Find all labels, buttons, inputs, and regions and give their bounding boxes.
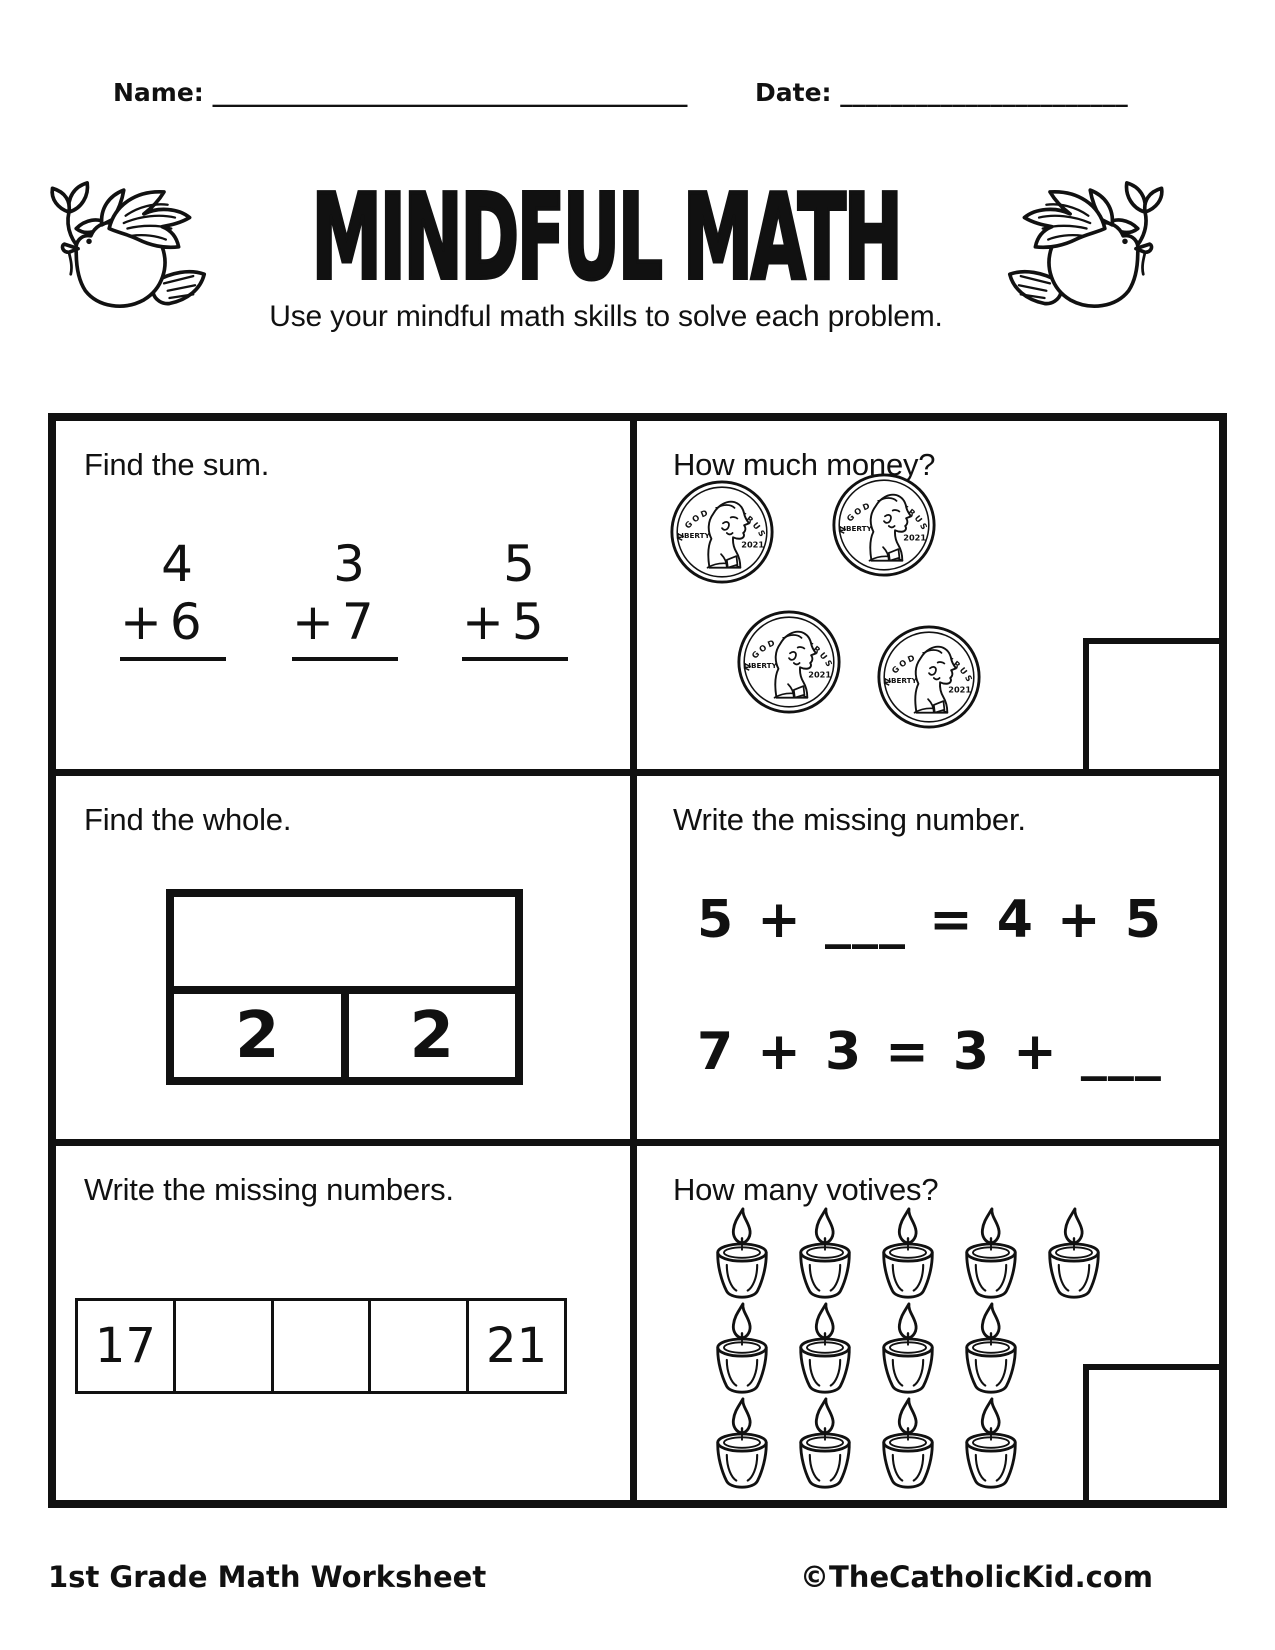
date-line[interactable]: _______________________ (840, 78, 1128, 107)
penny-coin (876, 624, 982, 730)
answer-box[interactable] (1083, 1364, 1219, 1500)
problem-cell-find-sum (56, 421, 637, 776)
footer-credit-link[interactable]: ©TheCatholicKid.com (800, 1560, 1153, 1594)
date-field (755, 78, 1128, 107)
votives-layer (713, 1206, 1103, 1491)
addition-problem (120, 535, 226, 661)
votive-candle-icon (796, 1301, 854, 1396)
problem-grid (48, 413, 1227, 1508)
votive-candle-icon (713, 1396, 771, 1491)
problem-cell-missing-numbers (56, 1146, 637, 1500)
addend-top: 5 (503, 535, 535, 593)
addition-problem (462, 535, 568, 661)
problem-cell-votives (637, 1146, 1219, 1500)
votive-candle-icon (796, 1206, 854, 1301)
name-label: Name: (113, 78, 204, 107)
find-sum-prompt: Find the sum. (84, 447, 270, 482)
addend-bottom: 7 (341, 593, 374, 651)
votive-candle-icon (962, 1396, 1020, 1491)
votive-candle-icon (713, 1206, 771, 1301)
equation-with-blank[interactable]: 5 + ___ = 4 + 5 (697, 890, 1162, 950)
footer-worksheet-label: 1st Grade Math Worksheet (48, 1560, 487, 1594)
addend-bottom: 5 (511, 593, 544, 651)
votive-candle-icon (879, 1206, 937, 1301)
addend-bottom: 6 (169, 593, 202, 651)
votive-candle-icon (879, 1396, 937, 1491)
votives-prompt: How many votives? (673, 1172, 939, 1207)
addend-top: 3 (333, 535, 365, 593)
sequence-cell-blank[interactable] (176, 1301, 274, 1391)
plus-sign: + (120, 593, 162, 651)
plus-sign: + (292, 593, 334, 651)
sequence-cell-filled: 17 (78, 1301, 176, 1391)
problem-cell-missing-number (637, 776, 1219, 1146)
addend-top: 4 (161, 535, 193, 593)
penny-coin (669, 479, 775, 585)
sequence-cell-blank[interactable] (371, 1301, 469, 1391)
money-prompt: How much money? (673, 447, 936, 482)
answer-line[interactable] (120, 657, 226, 661)
whole-box[interactable] (174, 897, 515, 994)
votive-candle-icon (796, 1396, 854, 1491)
sequence-cell-blank[interactable] (274, 1301, 372, 1391)
plus-sign: + (462, 593, 504, 651)
part-whole-model (166, 889, 523, 1085)
problem-cell-money (637, 421, 1219, 776)
find-whole-prompt: Find the whole. (84, 802, 292, 837)
problem-cell-find-whole (56, 776, 637, 1146)
name-field (113, 78, 688, 107)
page-title: MINDFUL MATH (311, 168, 901, 306)
votive-candle-icon (962, 1301, 1020, 1396)
votive-row (713, 1396, 1103, 1491)
answer-line[interactable] (292, 657, 398, 661)
votive-candle-icon (962, 1206, 1020, 1301)
part-box: 2 (409, 998, 455, 1073)
penny-coin (831, 472, 937, 578)
part-box: 2 (174, 994, 349, 1077)
missing-numbers-prompt: Write the missing numbers. (84, 1172, 454, 1207)
penny-coin (736, 609, 842, 715)
missing-number-prompt: Write the missing number. (673, 802, 1026, 837)
votive-candle-icon (713, 1301, 771, 1396)
answer-box[interactable] (1083, 638, 1219, 769)
number-sequence-strip (75, 1298, 567, 1394)
date-label: Date: (755, 78, 832, 107)
sequence-cell-filled: 21 (486, 1318, 548, 1374)
equation-with-blank[interactable]: 7 + 3 = 3 + ___ (697, 1022, 1162, 1082)
votive-candle-icon (1045, 1206, 1103, 1301)
answer-line[interactable] (462, 657, 568, 661)
name-line[interactable]: ______________________________________ (212, 78, 688, 107)
votive-row (713, 1301, 1103, 1396)
addition-problem (292, 535, 398, 661)
votive-row (713, 1206, 1103, 1301)
page-subtitle: Use your mindful math skills to solve each problem. (269, 300, 943, 333)
votive-candle-icon (879, 1301, 937, 1396)
